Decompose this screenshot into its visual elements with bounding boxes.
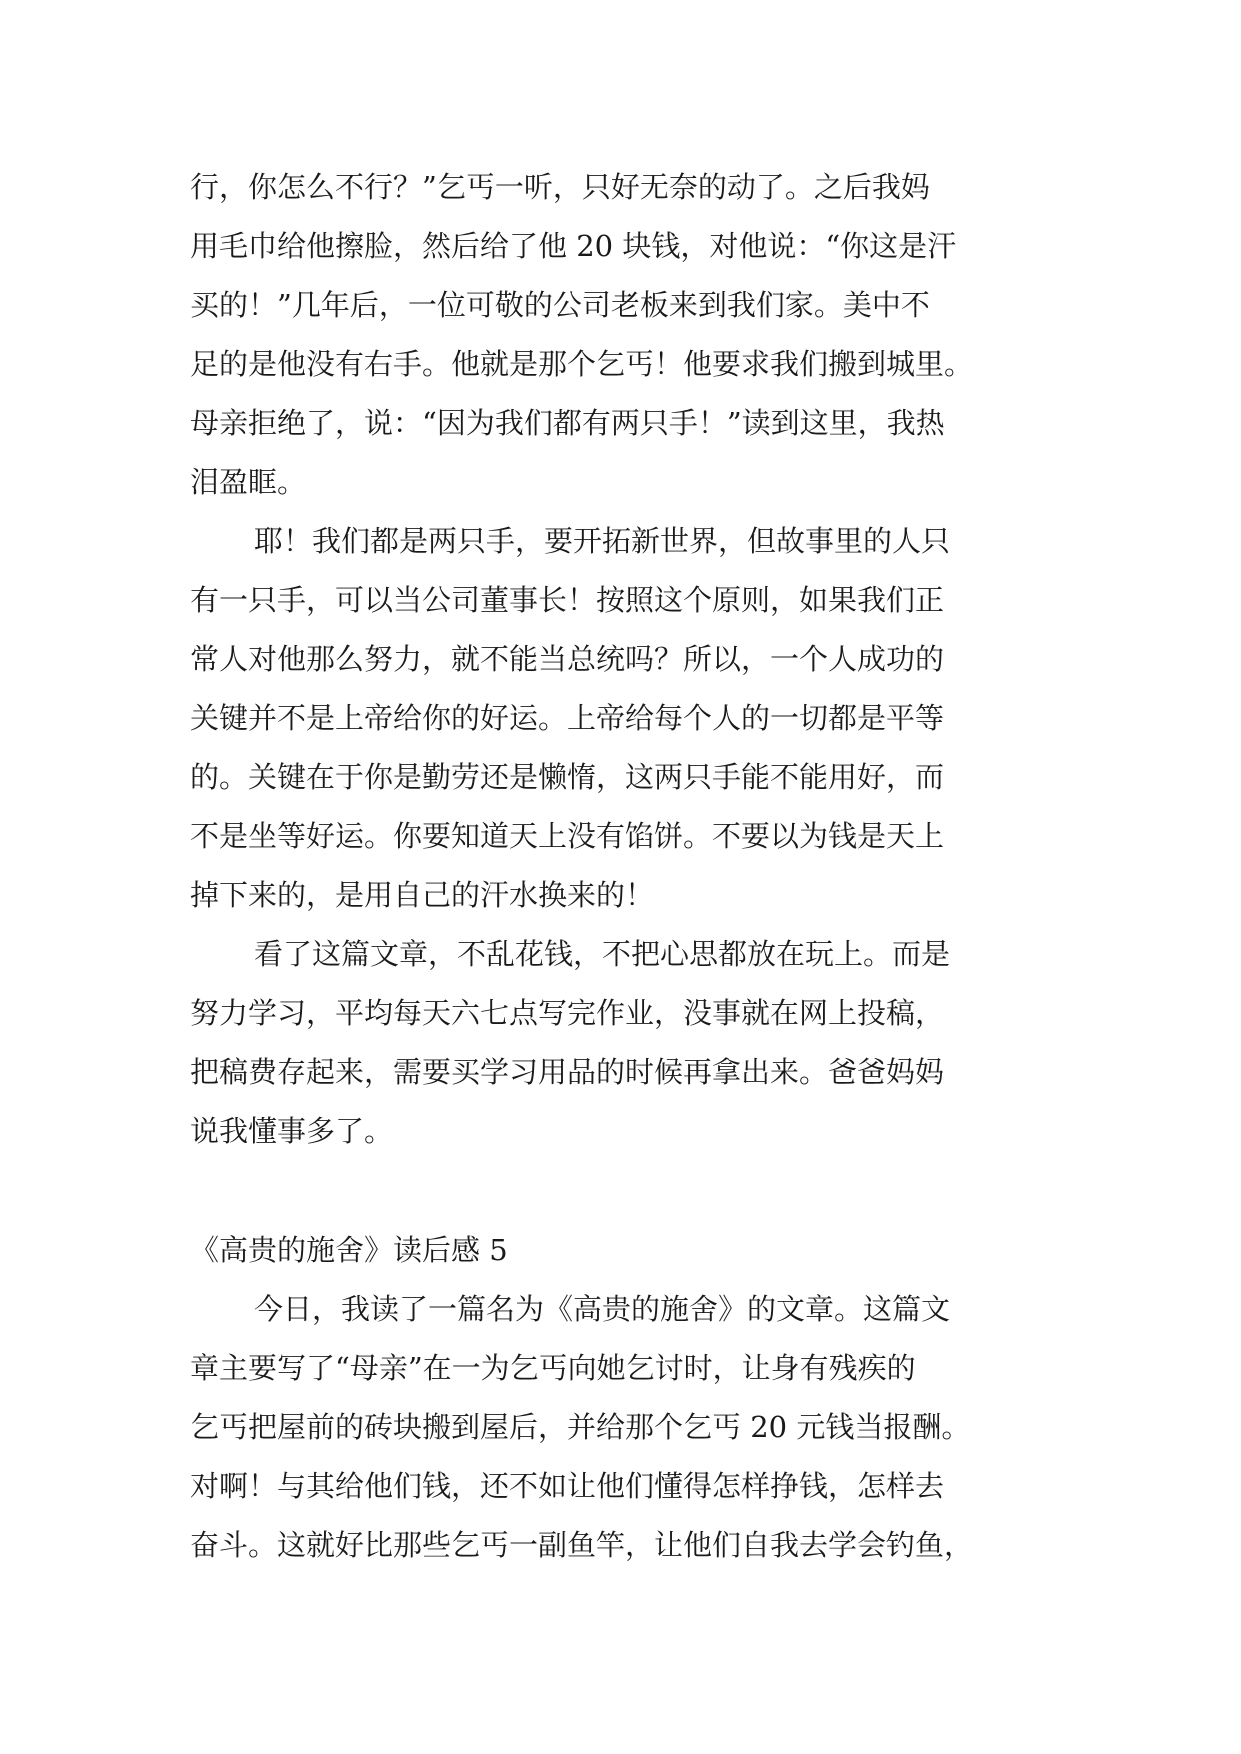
text-line: 对啊！与其给他们钱，还不如让他们懂得怎样挣钱，怎样去 (190, 1469, 945, 1503)
text-line: 不是坐等好运。你要知道天上没有馅饼。不要以为钱是天上 (190, 819, 945, 853)
text-line: 买的！”几年后，一位可敬的公司老板来到我们家。美中不 (190, 288, 930, 322)
text-line: 有一只手，可以当公司董事长！按照这个原则，如果我们正 (190, 583, 945, 617)
text-line: 关键并不是上帝给你的好运。上帝给每个人的一切都是平等 (190, 701, 945, 735)
paragraph-4 (190, 1280, 1060, 1575)
text-line: 努力学习，平均每天六七点写完作业，没事就在网上投稿， (190, 996, 945, 1030)
text-line: 说我懂事多了。 (190, 1114, 394, 1148)
text-line: 泪盈眶。 (190, 465, 307, 499)
text-line: 今日，我读了一篇名为《高贵的施舍》的文章。这篇文 (254, 1292, 951, 1326)
text-line: 章主要写了“母亲”在一为乞丐向她乞讨时，让身有残疾的 (190, 1351, 916, 1385)
text-line: 足的是他没有右手。他就是那个乞丐！他要求我们搬到城里。 (190, 347, 974, 381)
section-gap (190, 1161, 1060, 1221)
text-line: 把稿费存起来，需要买学习用品的时候再拿出来。爸爸妈妈 (190, 1055, 945, 1089)
text-line: 奋斗。这就好比那些乞丐一副鱼竿，让他们自我去学会钓鱼， (190, 1528, 974, 1562)
text-line: 常人对他那么努力，就不能当总统吗？所以，一个人成功的 (190, 642, 945, 676)
paragraph-1 (190, 158, 1060, 512)
paragraph-2 (190, 512, 1060, 925)
text-line: 行，你怎么不行？”乞丐一听，只好无奈的动了。之后我妈 (190, 170, 930, 204)
text-column (190, 158, 1060, 1575)
text-line: 看了这篇文章，不乱花钱，不把心思都放在玩上。而是 (254, 937, 951, 971)
text-line: 的。关键在于你是勤劳还是懒惰，这两只手能不能用好，而 (190, 760, 945, 794)
text-line: 母亲拒绝了，说：“因为我们都有两只手！”读到这里，我热 (190, 406, 945, 440)
text-line: 耶！我们都是两只手，要开拓新世界，但故事里的人只 (254, 524, 951, 558)
section-heading: 《高贵的施舍》读后感 5 (190, 1233, 508, 1267)
text-line: 用毛巾给他擦脸，然后给了他 20 块钱，对他说：“你这是汗 (190, 229, 957, 263)
text-line: 掉下来的，是用自己的汗水换来的！ (190, 878, 655, 912)
text-line: 乞丐把屋前的砖块搬到屋后，并给那个乞丐 20 元钱当报酬。 (190, 1410, 971, 1444)
paragraph-3 (190, 925, 1060, 1161)
